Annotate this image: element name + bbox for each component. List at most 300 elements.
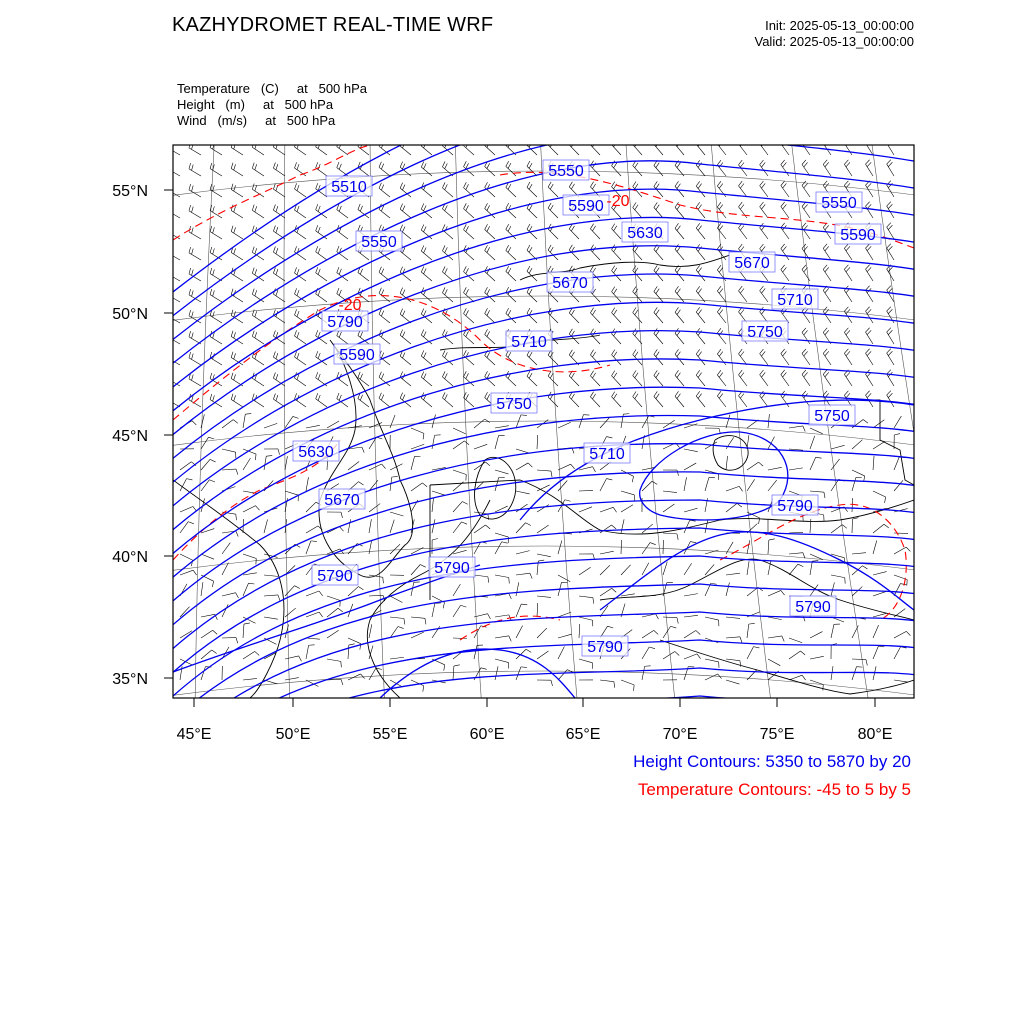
wind-barb — [243, 573, 257, 575]
wind-barb — [474, 575, 489, 583]
wind-barb — [739, 223, 747, 239]
wind-barb — [823, 244, 831, 260]
wind-barb — [852, 478, 862, 491]
lon-label: 60°E — [469, 726, 505, 743]
height-contour-label-text: 5510 — [331, 179, 367, 196]
wind-barb — [369, 624, 372, 638]
wind-barb — [264, 617, 278, 619]
wind-barb — [831, 525, 847, 533]
wind-barb — [442, 371, 453, 386]
wind-barb — [432, 519, 435, 533]
wind-barb — [485, 350, 495, 365]
wind-barb — [285, 456, 287, 470]
wind-barb — [726, 637, 742, 643]
height-contour-label-text: 5710 — [511, 334, 547, 351]
wind-barb — [760, 370, 768, 386]
wind-barb — [705, 470, 718, 480]
height-contour-label-text: 5790 — [795, 599, 831, 616]
wind-barb — [887, 223, 894, 239]
wind-barb — [823, 139, 831, 155]
height-contour-label — [772, 289, 818, 309]
wind-barb — [600, 479, 612, 491]
coast-line — [713, 436, 748, 471]
wind-barb — [379, 183, 390, 197]
wind-barb — [558, 422, 571, 428]
wind-barb — [705, 519, 708, 533]
wind-barb — [579, 617, 593, 626]
wind-barb — [612, 371, 621, 386]
wind-barb — [600, 588, 616, 596]
wind-barb — [866, 349, 873, 365]
height-contour-label-text: 5670 — [324, 492, 360, 509]
wind-barb — [760, 139, 768, 155]
wind-barb — [663, 533, 678, 540]
temperature-contour-label: -20 — [606, 193, 630, 210]
wind-barb — [590, 224, 600, 239]
wind-barb — [285, 656, 301, 661]
wind-barb — [369, 575, 383, 583]
wind-barb — [768, 539, 775, 554]
wind-barb — [590, 392, 600, 407]
wind-barb — [464, 224, 474, 239]
wind-barb — [180, 506, 197, 512]
wind-barb — [358, 372, 369, 386]
wind-barb — [327, 659, 341, 667]
wind-barb — [516, 626, 523, 638]
height-contour — [150, 76, 930, 310]
wind-barb — [802, 349, 810, 365]
wind-barb — [464, 203, 474, 218]
wind-barb — [411, 617, 426, 624]
wind-barb — [379, 309, 390, 323]
wind-barb — [222, 512, 236, 520]
wind-barb — [516, 491, 530, 494]
wind-barb — [548, 140, 558, 155]
wind-barb — [558, 464, 575, 470]
height-contour-label-text: 5750 — [814, 408, 850, 425]
wind-barb — [189, 373, 201, 386]
wind-barb — [516, 449, 529, 453]
wind-barb — [201, 414, 204, 428]
wind-barb — [747, 561, 749, 575]
wind-barb — [316, 246, 327, 260]
wind-barb — [252, 163, 264, 176]
wind-barb — [789, 651, 805, 659]
wind-barb — [696, 349, 705, 365]
wind-barb — [273, 330, 285, 344]
height-contour-label — [491, 393, 537, 413]
height-contour-label — [790, 596, 836, 616]
wind-barb — [739, 370, 747, 386]
wind-barb — [600, 507, 617, 512]
wind-barb — [887, 265, 894, 281]
wind-barb — [474, 626, 487, 638]
wind-barb — [569, 392, 579, 407]
wind-barb — [844, 370, 852, 386]
wind-barb — [264, 595, 280, 601]
wind-barb — [189, 352, 201, 365]
wind-barb — [189, 205, 201, 218]
wind-barb — [696, 181, 705, 197]
wind-barb — [264, 449, 280, 455]
wind-barb — [894, 434, 900, 449]
height-contour-label-text: 5630 — [298, 444, 334, 461]
wind-barb — [231, 394, 243, 407]
height-contour-label — [742, 321, 788, 341]
wind-barb — [675, 286, 684, 302]
wind-barb — [168, 268, 180, 281]
wind-barb — [823, 265, 831, 281]
wind-barb — [495, 666, 498, 680]
wind-barb — [866, 286, 873, 302]
wind-barb — [739, 181, 747, 197]
wind-barb — [579, 490, 593, 491]
wind-barb — [663, 626, 676, 638]
wind-barb — [810, 457, 822, 470]
wind-barb — [726, 617, 740, 618]
wind-barb — [600, 418, 609, 428]
wind-barb — [390, 512, 403, 516]
wind-barb — [189, 184, 201, 197]
wind-barb — [852, 626, 858, 638]
lat-label: 50°N — [112, 306, 148, 323]
height-contour-label-text: 5670 — [552, 275, 588, 292]
lon-label: 75°E — [759, 726, 795, 743]
wind-barb — [717, 307, 726, 323]
wind-barb — [654, 349, 663, 365]
wind-barb — [654, 391, 663, 407]
wind-barb — [222, 638, 238, 644]
wind-barb — [866, 391, 873, 407]
height-contour-label — [582, 636, 628, 656]
wind-barb — [306, 526, 322, 533]
wind-barb — [781, 349, 789, 365]
wind-barb — [464, 308, 474, 323]
wind-barb — [810, 428, 823, 434]
wind-barb — [390, 657, 404, 659]
wind-barb — [273, 267, 285, 281]
wind-barb — [168, 247, 180, 260]
wind-barb — [295, 225, 306, 239]
wind-barb — [168, 331, 180, 344]
height-contour-label — [622, 222, 668, 242]
wind-barb — [252, 310, 264, 323]
wind-barb — [802, 160, 810, 176]
wind-barb — [432, 498, 433, 512]
wind-barb — [400, 309, 411, 323]
wind-barb — [852, 587, 862, 596]
height-contour-label — [729, 252, 775, 272]
wind-barb — [642, 647, 655, 659]
wind-barb — [527, 182, 537, 197]
wind-barb — [747, 623, 755, 638]
wind-barb — [527, 161, 537, 176]
lon-label: 55°E — [372, 726, 408, 743]
wind-barb — [726, 573, 740, 575]
wind-barb — [189, 163, 201, 176]
wind-barb — [495, 659, 509, 669]
wind-barb — [421, 351, 432, 365]
wind-barb — [390, 415, 395, 428]
wind-barb — [537, 470, 552, 477]
height-contours — [150, 76, 930, 862]
height-contour-label-text: 5590 — [339, 347, 375, 364]
wind-barb — [537, 680, 552, 686]
wind-barb — [306, 591, 323, 596]
wind-barb — [663, 491, 677, 493]
wind-barb — [316, 267, 327, 281]
height-contour-label-text: 5590 — [568, 198, 604, 215]
wind-barb — [789, 638, 802, 643]
wind-barb — [894, 647, 906, 659]
wind-barb — [739, 349, 747, 365]
wind-barb — [612, 308, 621, 323]
wind-barb — [527, 266, 537, 281]
wind-barb — [684, 594, 698, 596]
height-contour-label-text: 5750 — [747, 324, 783, 341]
wind-barb — [485, 287, 495, 302]
wind-barb — [717, 391, 726, 407]
wind-barb — [442, 224, 453, 239]
wind-barb — [327, 679, 343, 685]
wind-barb — [823, 370, 831, 386]
wind-barb — [210, 289, 222, 302]
wind-barb — [696, 286, 705, 302]
wind-barb — [844, 349, 852, 365]
wind-barb — [873, 524, 889, 533]
wind-barb — [789, 564, 803, 575]
wind-barb — [348, 447, 364, 453]
wind-barb — [768, 659, 780, 666]
wind-barb — [844, 307, 852, 323]
wind-barb — [379, 393, 390, 407]
wind-barb — [705, 659, 719, 668]
wind-barb — [189, 226, 201, 239]
wind-barb — [894, 457, 905, 470]
wind-barb — [222, 449, 236, 458]
wind-barb — [600, 680, 615, 688]
wind-barb — [569, 224, 579, 239]
wind-barb — [485, 329, 495, 344]
wind-barb — [252, 331, 264, 344]
wind-barb — [612, 224, 621, 239]
wind-barb — [802, 265, 810, 281]
wind-barb — [168, 163, 180, 176]
wind-barb — [390, 617, 405, 624]
wind-barb — [866, 160, 873, 176]
wind-barb — [684, 542, 696, 554]
wind-barb — [789, 532, 803, 533]
wind-barb — [654, 307, 663, 323]
wind-barb — [210, 226, 222, 239]
wind-barb — [264, 638, 276, 644]
wind-barb — [369, 504, 380, 512]
height-contour-label — [563, 195, 609, 215]
wind-barb — [442, 182, 453, 197]
wind-barb — [633, 266, 642, 281]
wind-barb — [243, 554, 256, 564]
wind-barb — [866, 328, 873, 344]
wind-barb — [210, 163, 222, 176]
wind-barb — [852, 659, 867, 665]
wind-barb — [760, 202, 768, 218]
wind-barb — [168, 373, 180, 386]
lat-label: 55°N — [112, 183, 148, 200]
wind-barb — [516, 504, 528, 512]
wind-barb — [663, 617, 678, 624]
height-contour-label-text: 5790 — [327, 314, 363, 331]
wind-barb — [432, 491, 445, 495]
wind-barb — [768, 590, 785, 596]
wind-barb — [411, 456, 420, 470]
height-contour-label — [835, 224, 881, 244]
wind-barb — [495, 575, 509, 583]
height-contour-label — [584, 443, 630, 463]
wind-barb — [506, 308, 516, 323]
wind-barb — [295, 183, 306, 197]
wind-barb — [684, 477, 687, 491]
wind-barb — [453, 502, 468, 512]
wind-barb — [295, 267, 306, 281]
height-contour-label-text: 5790 — [777, 498, 813, 515]
height-contour-label — [816, 192, 862, 212]
wind-barb — [485, 140, 495, 155]
wind-barb — [654, 139, 663, 155]
wind-barb — [231, 142, 243, 155]
wind-barb — [684, 508, 697, 512]
wind-barb — [887, 202, 894, 218]
wind-barb — [866, 265, 873, 281]
wind-barb — [852, 440, 862, 449]
wind-barb — [675, 139, 684, 155]
wind-barb — [537, 505, 549, 512]
wind-barb — [866, 202, 873, 218]
wind-barb — [432, 414, 436, 428]
wind-barb — [369, 595, 385, 601]
wind-barb — [189, 310, 201, 323]
wind-barb — [231, 247, 243, 260]
wind-barb — [495, 615, 511, 620]
wind-barb — [327, 421, 339, 428]
wind-barb — [464, 329, 474, 344]
wind-barb — [823, 160, 831, 176]
wind-barb — [442, 203, 453, 218]
wind-barb — [831, 582, 834, 596]
wind-barb — [887, 139, 894, 155]
wind-barb — [802, 370, 810, 386]
wind-barb — [411, 582, 420, 596]
wind-barb — [768, 467, 782, 470]
wind-barb — [295, 141, 306, 155]
wind-barb — [348, 519, 351, 533]
wind-barb — [810, 656, 824, 659]
wind-barb — [453, 428, 466, 434]
wind-barb — [558, 575, 570, 582]
wind-barb — [696, 265, 705, 281]
temperature-legend-text: Temperature Contours: -45 to 5 by 5 — [637, 780, 911, 799]
wind-barb — [663, 470, 679, 476]
wind-barb — [495, 435, 505, 449]
wind-barb — [210, 310, 222, 323]
wind-barb — [453, 584, 460, 596]
wind-barb — [516, 604, 527, 617]
height-contour-label — [429, 557, 475, 577]
wind-barb — [180, 522, 194, 533]
wind-barb — [411, 428, 424, 439]
wind-barb — [537, 554, 551, 557]
wind-barb — [873, 572, 887, 575]
temperature-legend — [638, 780, 911, 800]
wind-barb — [844, 265, 852, 281]
wind-barb — [633, 140, 642, 155]
wind-barb — [168, 394, 180, 407]
wind-barb — [453, 522, 467, 533]
coast-line — [855, 400, 914, 485]
wind-barb — [717, 139, 726, 155]
height-contour-label — [809, 405, 855, 425]
wind-barb — [442, 266, 453, 281]
wind-barb — [684, 449, 698, 452]
wind-barb — [844, 160, 852, 176]
wind-barb — [252, 142, 264, 155]
wind-barb — [590, 161, 600, 176]
wind-barb — [621, 594, 635, 596]
map-title: KAZHYDROMET REAL-TIME WRF — [172, 14, 494, 36]
wind-barb — [894, 416, 901, 428]
height-contour — [150, 556, 930, 718]
wind-barb — [887, 160, 894, 176]
wind-barb — [802, 202, 810, 218]
height-contour-label — [312, 565, 358, 585]
wind-barb — [873, 625, 879, 638]
wind-barb — [180, 570, 197, 575]
wind-barb — [887, 328, 894, 344]
wind-barb — [844, 328, 852, 344]
wind-barb — [400, 351, 411, 365]
wind-barb — [675, 223, 684, 239]
height-contour-label — [543, 160, 589, 180]
wind-barb — [400, 204, 411, 218]
wind-barb — [495, 542, 508, 554]
wind-barb — [642, 630, 658, 638]
wind-barb — [590, 371, 600, 386]
wind-barb — [747, 647, 759, 659]
wind-barb — [243, 506, 259, 512]
wind-barb — [654, 370, 663, 386]
wind-barb — [273, 141, 285, 155]
wind-barb — [781, 202, 789, 218]
wind-barb — [442, 392, 453, 407]
wind-barb — [747, 479, 755, 491]
wind-barb — [579, 624, 580, 638]
wind-barb — [210, 205, 222, 218]
height-contour-label — [506, 331, 552, 351]
wind-barb — [717, 202, 726, 218]
wind-barb — [831, 575, 845, 584]
height-contour-label — [319, 489, 365, 509]
wind-barb — [781, 223, 789, 239]
wind-barb — [675, 391, 684, 407]
wind-barb — [464, 287, 474, 302]
wind-barb — [633, 350, 642, 365]
wind-barb — [789, 426, 805, 432]
wind-barb — [337, 393, 348, 407]
wind-barb — [337, 141, 348, 155]
valid-time: Valid: 2025-05-13_00:00:00 — [754, 34, 914, 49]
height-contour-label — [547, 272, 593, 292]
wind-barb — [516, 582, 519, 596]
wind-barb — [210, 142, 222, 155]
